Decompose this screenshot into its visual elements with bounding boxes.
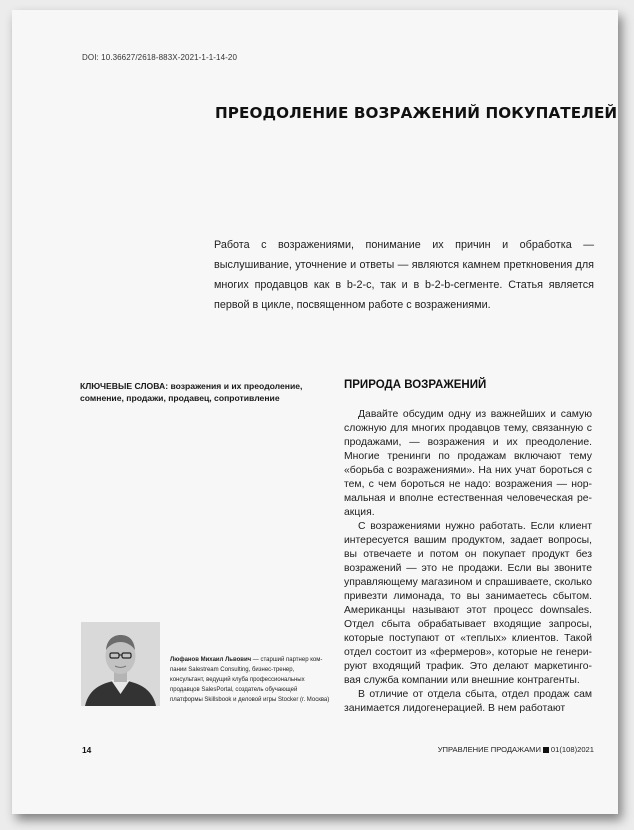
doi-line: DOI: 10.36627/2618-883X-2021-1-1-14-20 — [82, 53, 238, 62]
article-title: ПРЕОДОЛЕНИЕ ВОЗРАЖЕНИЙ ПОКУПАТЕЛЕЙ — [215, 104, 618, 122]
body-paragraph: В отличие от отдела сбыта, отдел продаж сам занимается лидогенерацией. В нем работают — [344, 689, 592, 714]
article-abstract: Работа с возражениями, понимание их причин и обработка — выслушивание, уточнение и ответы — являются камнем преткновения для многих продавцов как в b-2-c, так и в b-2-b-сегменте. Статья является первой в цикле, посвященном работе с возражениями. — [214, 239, 594, 311]
body-paragraph: С возражениями нужно работать. Если клиент интересуется вашим продуктом, задает вопросы, вы отвечаете и потом он покупает продукт без возражений — это не продажи. Если вы звоните управляющему магазином и спрашиваете, сколько привезти лимонада, то вы занимаетесь сбытом. Американцы называют этот процесс downsales. Отдел сбыта обрабатывает входящие запросы, которые поступают от «теплых» клиентов. Такой отдел состоит из «фермеров», которые не генерируют входящий трафик. Это делают маркетинговая служба компании или внешние контрагенты. — [344, 521, 592, 686]
author-portrait-image — [81, 622, 160, 706]
author-photo — [81, 622, 160, 706]
author-info — [170, 655, 330, 705]
body-paragraph: Давайте обсудим одну из важнейших и самую сложную для многих продавцов тему, связанную с продажами, — возражения и их преодоление. Многие тренинги по продажам включают тему «борьба с возражениями». На них учат бороться с тем, с чем бороться не надо: возражения — нормальная и вполне естественная человеческая реакция. — [344, 409, 592, 518]
journal-name: УПРАВЛЕНИЕ ПРОДАЖАМИ — [437, 745, 541, 754]
page-number: 14 — [82, 745, 92, 755]
square-separator-icon — [543, 747, 549, 753]
journal-page — [12, 10, 618, 814]
author-bio: — старший партнер компании Salestream Consulting, бизнес-тренер, консультант, ведущий клуба профессиональных продавцов SalesPortal, создатель обучающей платформы Skillsbook и деловой игры Stocker (г. Москва) — [170, 657, 330, 703]
author-name: Люфанов Михаил Львович — [170, 657, 252, 663]
keywords: КЛЮЧЕВЫЕ СЛОВА: возражения и их преодоление, сомнение, продажи, продавец, сопротивление — [80, 381, 303, 403]
journal-footer — [438, 745, 594, 754]
journal-issue: 01(108)2021 — [550, 745, 594, 754]
section-heading: ПРИРОДА ВОЗРАЖЕНИЙ — [344, 379, 487, 391]
section-body — [344, 408, 592, 716]
